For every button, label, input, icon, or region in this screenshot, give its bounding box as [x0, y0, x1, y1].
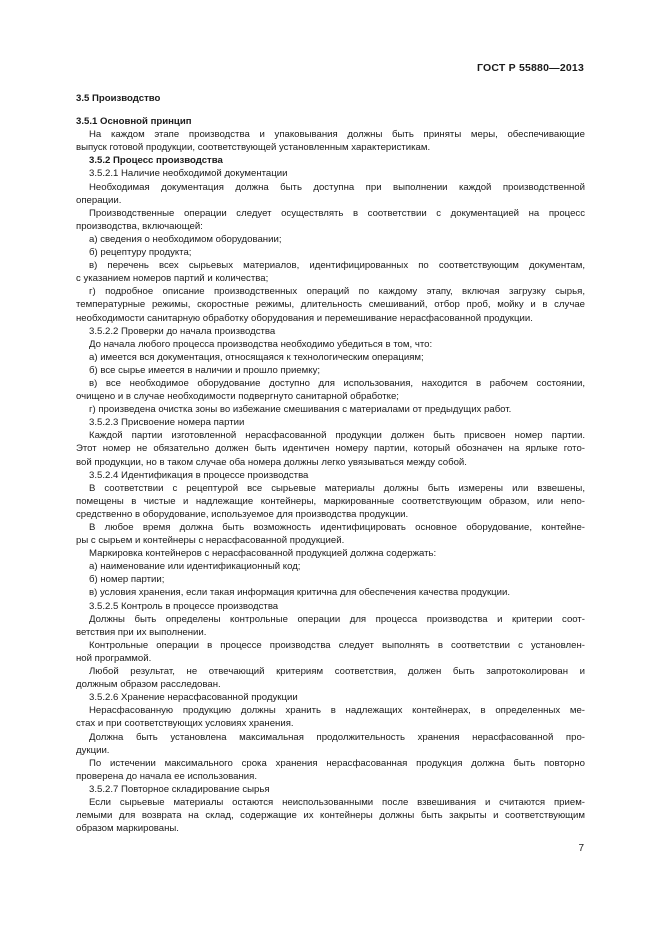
text-line: Контрольные операции в процессе производства следует выполнять в соответствии с установлен- — [89, 639, 585, 651]
text-line: Должна быть установлена максимальная продолжительность хранения нерасфасованной про- — [89, 731, 585, 743]
text-line: лемыми для возврата на склад, содержащие их контейнеры должны быть закрыты и соответствующим — [76, 810, 585, 822]
standard-number: ГОСТ Р 55880—2013 — [476, 62, 584, 74]
text-line: температурные режимы, скоростные режимы, длительность смешиваний, отбор проб, мойку и в случае — [76, 299, 585, 311]
text-line: 3.5.2.4 Идентификация в процессе производства — [89, 469, 309, 481]
text-line: Любой результат, не отвечающий критериям соответствия, должен быть запротоколирован и — [89, 666, 585, 678]
text-line: 3.5.2.6 Хранение нерасфасованной продукции — [89, 692, 298, 704]
text-line: выпуск готовой продукции, соответствующей установленным характеристикам. — [76, 142, 431, 154]
text-line: В любое время должна быть возможность идентифицировать основное оборудование, контейне- — [89, 522, 585, 533]
text-line: в) условия хранения, если такая информация критична для обеспечения качества продукции. — [89, 587, 511, 599]
text-line: Необходимая документация должна быть доступна при выполнении каждой производственной — [89, 181, 585, 193]
text-line: 3.5 Производство — [76, 93, 161, 104]
text-line: стах и при соответствующих условиях хранения. — [76, 718, 294, 730]
text-line: 3.5.2.1 Наличие необходимой документации — [89, 168, 288, 180]
text-line: 3.5.2.5 Контроль в процессе производства — [89, 600, 279, 612]
text-line: Этот номер не обязательно должен быть идентичен номеру партии, который обозначен на ярлыке гото- — [76, 443, 585, 455]
text-line: Маркировка контейнеров с нерасфасованной продукцией должна содержать: — [89, 548, 437, 560]
text-line: вой продукции, но в таком случае оба номера должны легко увязываться между собой. — [76, 456, 467, 468]
text-line: В соответствии с рецептурой все сырьевые материалы должны быть измерены или взвешены, — [89, 482, 585, 494]
text-line: должным образом расследован. — [76, 679, 221, 691]
text-line: Каждой партии изготовленной нерасфасованной продукции должен быть присвоен номер партии. — [89, 430, 585, 442]
text-line: 3.5.2.3 Присвоение номера партии — [89, 417, 245, 429]
text-line: На каждом этапе производства и упаковывания должны быть приняты меры, обеспечивающие — [89, 129, 585, 141]
text-line: Нерасфасованную продукцию должны хранить в надлежащих контейнерах, в определенных ме- — [89, 705, 585, 717]
text-line: производства, включающей: — [76, 220, 203, 232]
text-line: средственно в оборудование, используемое для производства продукции. — [76, 508, 409, 520]
text-line: б) номер партии; — [89, 574, 165, 586]
text-line: а) наименование или идентификационный код; — [89, 561, 301, 573]
text-line: а) сведения о необходимом оборудовании; — [89, 233, 282, 245]
text-line: а) имеется вся документация, относящаяся к технологическим операциям; — [89, 351, 424, 363]
text-line: 3.5.2.7 Повторное складирование сырья — [89, 783, 270, 795]
text-line: б) рецептуру продукта; — [89, 247, 192, 259]
text-line: помещены в чистые и надлежащие контейнеры, маркированные соответствующим образом, или непо- — [76, 495, 585, 507]
text-line: очищено и в случае необходимости подвергнуто санитарной обработке; — [76, 391, 399, 403]
text-line: операции. — [76, 194, 122, 206]
text-line: с указанием номеров партий и количества; — [76, 273, 269, 285]
text-line: 3.5.2.2 Проверки до начала производства — [89, 325, 276, 337]
document-body — [76, 92, 585, 835]
text-line: ной программой. — [76, 652, 152, 664]
text-line: г) подробное описание производственных операций по каждому этапу, включая загрузку сырья, — [89, 286, 585, 298]
section-gap — [76, 105, 585, 115]
text-line: До начала любого процесса производства необходимо убедиться в том, что: — [89, 338, 433, 350]
text-line: проверена до начала ее использования. — [76, 770, 257, 782]
text-line: г) произведена очистка зоны во избежание смешивания с материалами от предыдущих работ. — [89, 404, 512, 416]
text-line: образом маркированы. — [76, 823, 179, 835]
text-line: б) все сырье имеется в наличии и прошло приемку; — [89, 364, 321, 376]
text-line: в) перечень всех сырьевых материалов, идентифицированных по соответствующим документам, — [89, 260, 585, 272]
text-line: 3.5.1 Основной принцип — [76, 116, 192, 128]
text-line: По истечении максимального срока хранения нерасфасованная продукция должна быть повторно — [89, 757, 585, 769]
text-line: в) все необходимое оборудование доступно для использования, находится в рабочем состоянии, — [89, 377, 585, 389]
text-line: дукции. — [76, 744, 110, 756]
page-number: 7 — [578, 843, 584, 854]
text-line: ветствия при их выполнении. — [76, 626, 207, 638]
text-line: 3.5.2 Процесс производства — [89, 155, 223, 167]
text-line: Если сырьевые материалы остаются неиспользованными после взвешивания и считаются прием- — [89, 796, 585, 808]
text-line: ры с сырьем и контейнеры с нерасфасованной продукцией. — [76, 535, 345, 547]
text-line: необходимости санитарную обработку оборудования и перемешивание нерасфасованной продукции. — [76, 312, 533, 324]
text-line: Производственные операции следует осуществлять в соответствии с документацией на процесс — [89, 207, 585, 219]
text-line: Должны быть определены контрольные операции для процесса производства и критерии соот- — [89, 613, 585, 625]
